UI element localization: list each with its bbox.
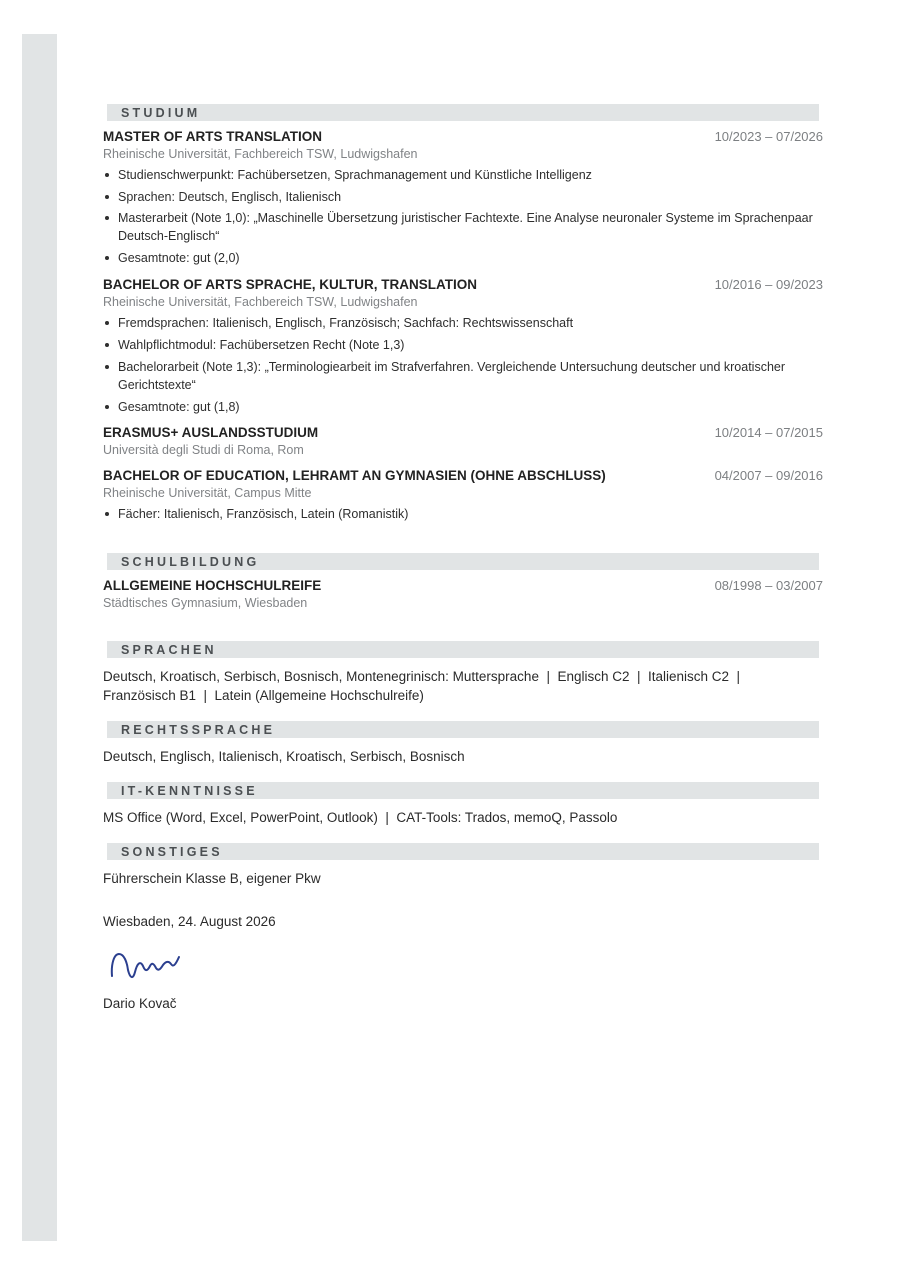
entry-date-bachelor-arts: 10/2016 – 09/2023	[714, 277, 823, 292]
list-item: Gesamtnote: gut (2,0)	[103, 249, 823, 267]
list-item: Fächer: Italienisch, Französisch, Latein (Romanistik)	[103, 505, 823, 523]
list-item: Bachelorarbeit (Note 1,3): „Terminologiearbeit im Strafverfahren. Vergleichende Untersuchung deutscher und kroatischer Gerichtstexte“	[103, 358, 823, 394]
entry-title-bachelor-arts: BACHELOR OF ARTS SPRACHE, KULTUR, TRANSLATION	[103, 277, 477, 292]
list-item: Wahlpflichtmodul: Fachübersetzen Recht (Note 1,3)	[103, 336, 823, 354]
bullet-icon	[105, 512, 109, 516]
entry-date-bachelor-education: 04/2007 – 09/2016	[714, 468, 823, 483]
entry-institution-bachelor-arts: Rheinische Universität, Fachbereich TSW, Ludwigshafen	[103, 295, 418, 309]
entry-institution-abitur: Städtisches Gymnasium, Wiesbaden	[103, 596, 308, 610]
list-item: Sprachen: Deutsch, Englisch, Italienisch	[103, 188, 823, 206]
bullet-icon	[105, 321, 109, 325]
section-title: SCHULBILDUNG	[121, 555, 260, 569]
bullet-icon	[105, 256, 109, 260]
section-header-studium	[107, 104, 819, 121]
bullet-icon	[105, 173, 109, 177]
bullet-icon	[105, 195, 109, 199]
misc-text: Führerschein Klasse B, eigener Pkw	[103, 871, 321, 886]
section-title: RECHTSSPRACHE	[121, 723, 276, 737]
list-item: Masterarbeit (Note 1,0): „Maschinelle Übersetzung juristischer Fachtexte. Eine Analyse neuronaler Systeme im Sprachenpaar Deutsch-Englisch“	[103, 209, 823, 245]
list-item: Fremdsprachen: Italienisch, Englisch, Französisch; Sachfach: Rechtswissenschaft	[103, 314, 823, 332]
section-header-rechtssprache	[107, 721, 819, 738]
entry-date-abitur: 08/1998 – 03/2007	[714, 578, 823, 593]
entry-title-bachelor-education: BACHELOR OF EDUCATION, LEHRAMT AN GYMNASIEN (OHNE ABSCHLUSS)	[103, 468, 606, 483]
section-header-sprachen	[107, 641, 819, 658]
entry-title-erasmus: ERASMUS+ AUSLANDSSTUDIUM	[103, 425, 319, 440]
entry-institution-bachelor-education: Rheinische Universität, Campus Mitte	[103, 486, 312, 500]
entry-institution-master: Rheinische Universität, Fachbereich TSW, Ludwigshafen	[103, 147, 418, 161]
legal-languages-text: Deutsch, Englisch, Italienisch, Kroatisch, Serbisch, Bosnisch	[103, 749, 465, 764]
bullet-icon	[105, 365, 109, 369]
signature-image	[109, 948, 183, 982]
signer-name: Dario Kovač	[103, 996, 177, 1011]
bullet-icon	[105, 405, 109, 409]
list-item: Gesamtnote: gut (1,8)	[103, 398, 823, 416]
entry-institution-erasmus: Università degli Studi di Roma, Rom	[103, 443, 304, 457]
section-header-schulbildung	[107, 553, 819, 570]
side-decoration-strip	[22, 34, 57, 1241]
entry-title-master: MASTER OF ARTS TRANSLATION	[103, 129, 322, 144]
it-skills-text: MS Office (Word, Excel, PowerPoint, Outlook) | CAT-Tools: Trados, memoQ, Passolo	[103, 810, 618, 825]
bullet-icon	[105, 216, 109, 220]
section-title: IT-KENNTNISSE	[121, 784, 258, 798]
section-header-sonstiges	[107, 843, 819, 860]
section-title: SPRACHEN	[121, 643, 217, 657]
section-title: SONSTIGES	[121, 845, 223, 859]
place-date: Wiesbaden, 24. August 2026	[103, 914, 276, 929]
entry-title-abitur: ALLGEMEINE HOCHSCHULREIFE	[103, 578, 322, 593]
entry-date-master: 10/2023 – 07/2026	[714, 129, 823, 144]
section-header-it	[107, 782, 819, 799]
list-item: Studienschwerpunkt: Fachübersetzen, Sprachmanagement und Künstliche Intelligenz	[103, 166, 823, 184]
entry-date-erasmus: 10/2014 – 07/2015	[714, 425, 823, 440]
section-title: STUDIUM	[121, 106, 201, 120]
languages-text: Deutsch, Kroatisch, Serbisch, Bosnisch, Montenegrinisch: Muttersprache | Englisch C2 | Italienisch C2 | Französisch B1 | Latein (Allgemeine Hochschulreife)	[103, 669, 748, 703]
bullet-icon	[105, 343, 109, 347]
